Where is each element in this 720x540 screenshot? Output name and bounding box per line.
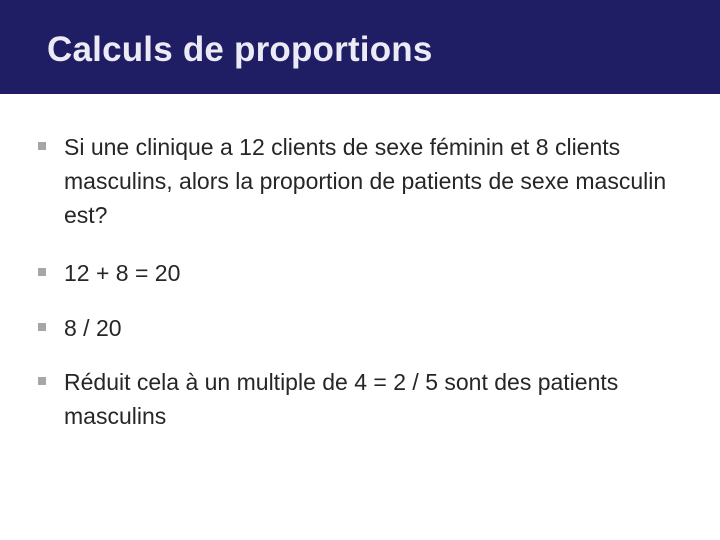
square-bullet-icon (38, 377, 46, 385)
bullet-text: 8 / 20 (64, 315, 122, 341)
slide-title: Calculs de proportions (47, 30, 433, 69)
square-bullet-icon (38, 268, 46, 276)
bullet-item (38, 365, 688, 433)
square-bullet-icon (38, 142, 46, 150)
bullet-item (38, 256, 688, 290)
bullet-text: 12 + 8 = 20 (64, 260, 181, 286)
title-bar (0, 0, 720, 94)
bullet-text: Si une clinique a 12 clients de sexe féminin et 8 clients masculins, alors la proportion de patients de sexe masculin est? (64, 134, 667, 228)
bullet-item (38, 311, 688, 345)
square-bullet-icon (38, 323, 46, 331)
bullet-item (38, 130, 688, 232)
bullet-text: Réduit cela à un multiple de 4 = 2 / 5 sont des patients masculins (64, 369, 619, 429)
